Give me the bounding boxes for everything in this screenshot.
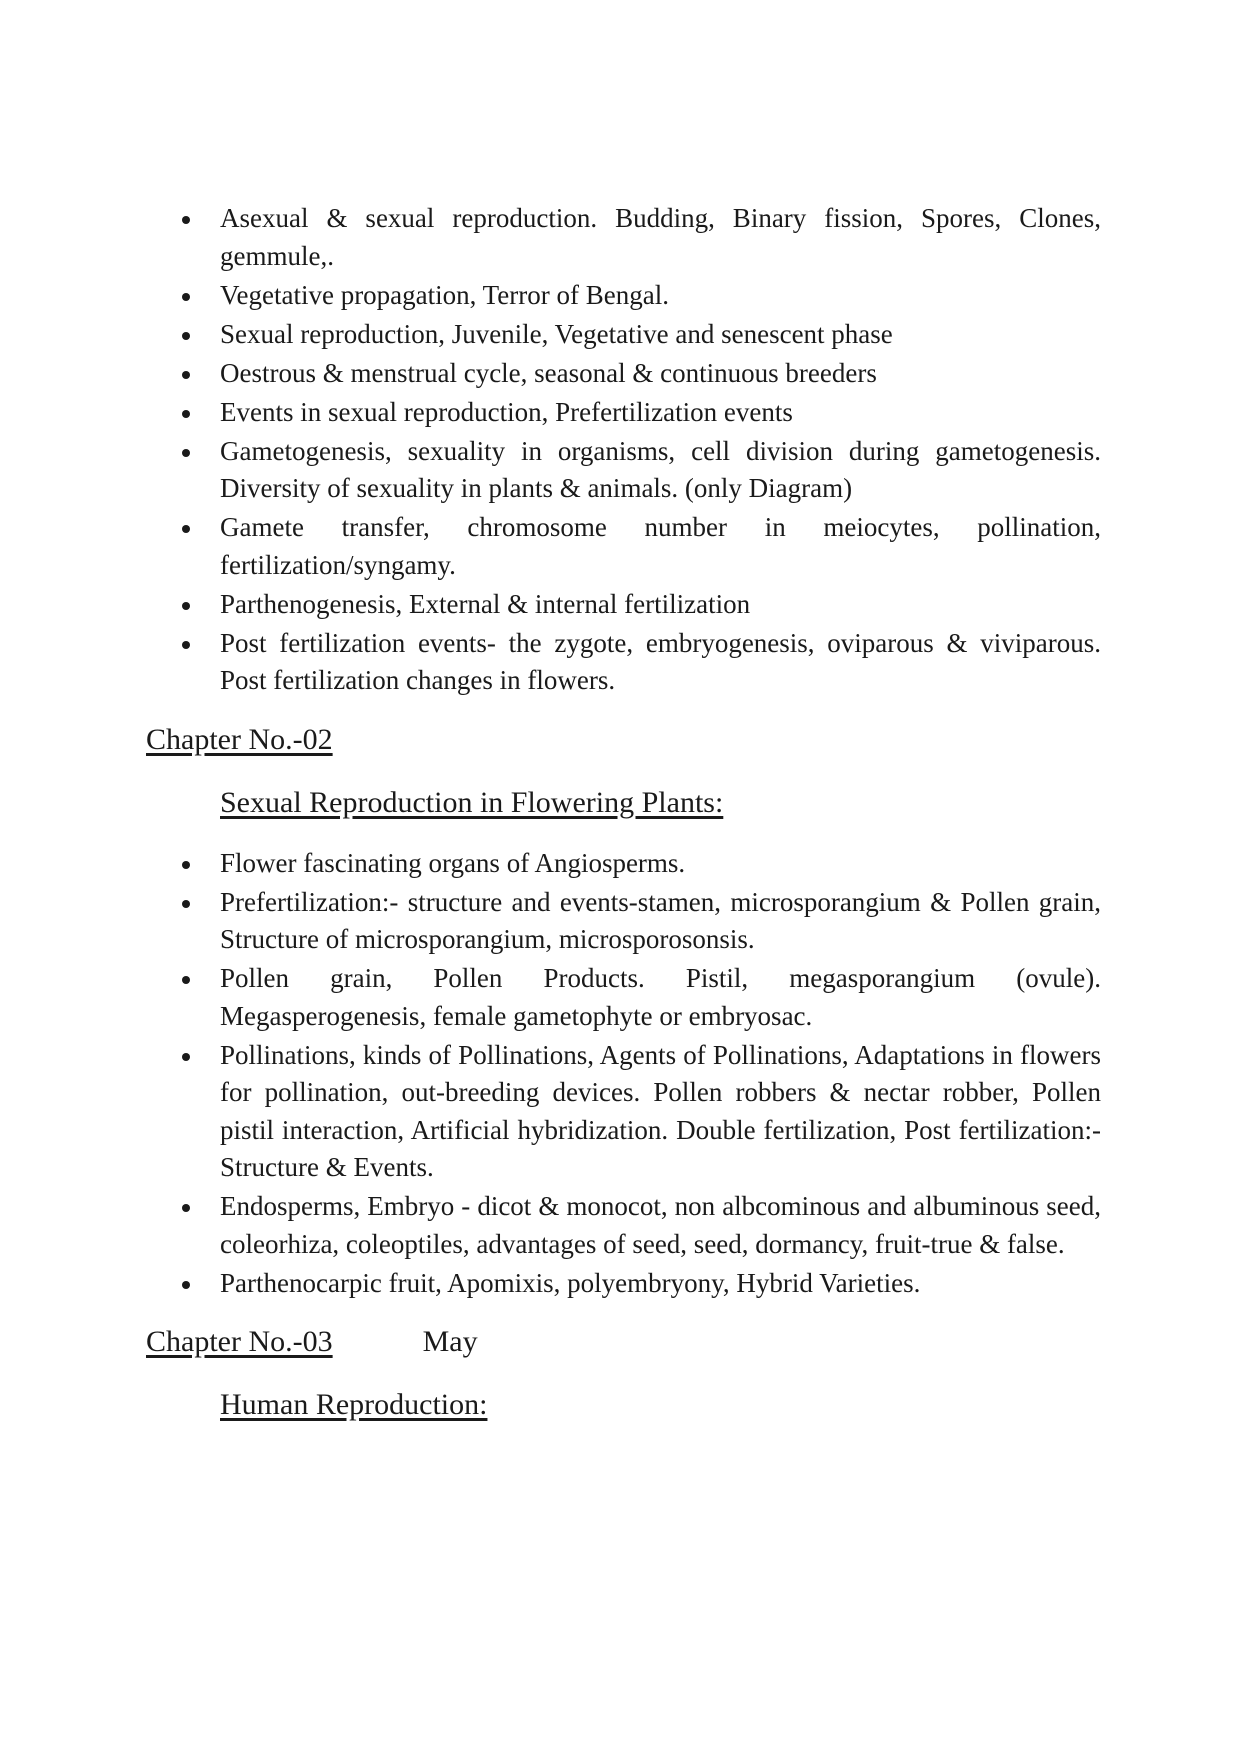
list-item: Oestrous & menstrual cycle, seasonal & continuous breeders: [220, 355, 1101, 393]
chapter-3-month: May: [422, 1325, 478, 1358]
list-item: Prefertilization:- structure and events-stamen, microsporangium & Pollen grain, Structure of microsporangium, microsporosonsis.: [220, 884, 1101, 959]
list-item: Pollinations, kinds of Pollinations, Agents of Pollinations, Adaptations in flowers for pollination, out-breeding devices. Pollen robbers & nectar robber, Pollen pistil interaction, Artificial hybridization. Double fertilization, Post fertilization:- Structure & Events.: [220, 1037, 1101, 1187]
list-item: Flower fascinating organs of Angiosperms.: [220, 845, 1101, 883]
chapter-2-heading: [146, 720, 1101, 760]
chapter-2-title: Sexual Reproduction in Flowering Plants:: [220, 785, 724, 819]
list-item: Post fertilization events- the zygote, embryogenesis, oviparous & viviparous. Post fertilization changes in flowers.: [220, 625, 1101, 700]
list-item: Gamete transfer, chromosome number in meiocytes, pollination, fertilization/syngamy.: [220, 509, 1101, 584]
list-item: Parthenogenesis, External & internal fertilization: [220, 586, 1101, 624]
list-item: Endosperms, Embryo - dicot & monocot, non albcominous and albuminous seed, coleorhiza, coleoptiles, advantages of seed, seed, dormancy, fruit-true & false.: [220, 1188, 1101, 1263]
chapter-2-number: Chapter No.-02: [146, 722, 333, 756]
list-item: Sexual reproduction, Juvenile, Vegetative and senescent phase: [220, 316, 1101, 354]
list-item: Pollen grain, Pollen Products. Pistil, megasporangium (ovule). Megasperogenesis, female gametophyte or embryosac.: [220, 960, 1101, 1035]
list-item: Events in sexual reproduction, Prefertilization events: [220, 394, 1101, 432]
chapter-2-title-row: [146, 783, 1101, 823]
section1-bullet-list: [146, 200, 1101, 700]
chapter-3-number: Chapter No.-03: [146, 1325, 333, 1358]
chapter-2-bullet-list: [146, 845, 1101, 1303]
list-item: Vegetative propagation, Terror of Bengal.: [220, 277, 1101, 315]
list-item: Asexual & sexual reproduction. Budding, Binary fission, Spores, Clones, gemmule,.: [220, 200, 1101, 275]
chapter-3-heading: [146, 1322, 1101, 1362]
document-page: [146, 200, 1101, 1425]
list-item: Gametogenesis, sexuality in organisms, cell division during gametogenesis. Diversity of sexuality in plants & animals. (only Diagram): [220, 433, 1101, 508]
list-item: Parthenocarpic fruit, Apomixis, polyembryony, Hybrid Varieties.: [220, 1265, 1101, 1303]
chapter-3-title: Human Reproduction:: [220, 1388, 488, 1421]
chapter-3-title-row: [146, 1385, 1101, 1425]
